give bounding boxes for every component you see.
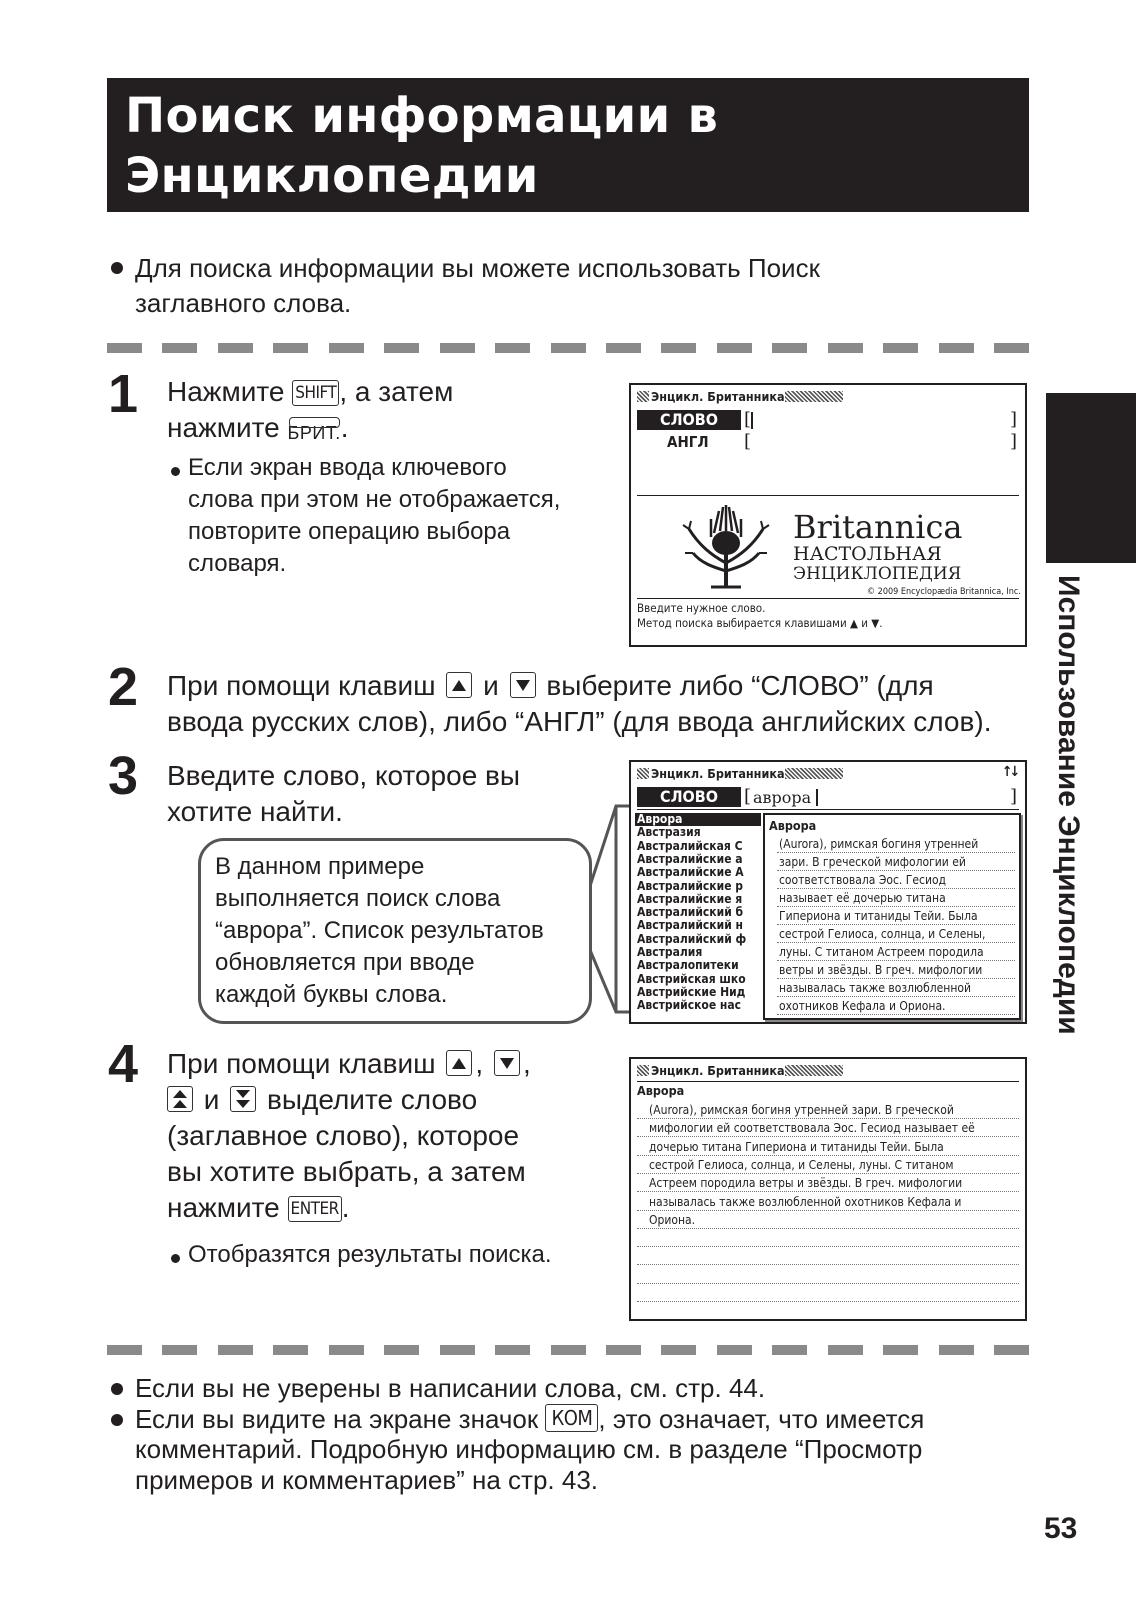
divider	[637, 1081, 1019, 1082]
section-tab	[1046, 393, 1136, 563]
page-title: Поиск информации в Энциклопедии	[125, 88, 719, 204]
up-key-icon	[446, 672, 472, 698]
preview-line: соответствовала Эос. Гесиод	[779, 873, 947, 887]
step1-note: Если экран ввода ключевого слова при этом не отображается, повторите операцию выбора словаря.	[188, 454, 561, 577]
dash	[384, 343, 419, 353]
dotted-rule	[777, 1014, 1015, 1015]
enter-key: ENTER	[288, 1196, 342, 1222]
page-down-key-icon	[230, 1086, 256, 1112]
dash	[717, 343, 752, 353]
list-item[interactable]: Австралопитеки	[637, 959, 739, 973]
dotted-rule	[637, 1283, 1019, 1284]
dash	[939, 1345, 974, 1355]
title-bar	[107, 78, 1029, 212]
brand-subtitle: НАСТОЛЬНАЯ	[793, 543, 942, 565]
preview-line: называлась также возлюбленной	[779, 981, 972, 995]
screen-title: Энцикл. Британника	[637, 1063, 843, 1079]
dash	[162, 343, 197, 353]
step-number: 1	[108, 364, 139, 424]
preview-popup	[763, 813, 1021, 1020]
bracket: ]	[1010, 786, 1018, 807]
list-item[interactable]: Австралийские я	[637, 892, 743, 906]
checker-pattern	[637, 391, 649, 402]
dash	[440, 343, 475, 353]
checker-pattern	[785, 391, 843, 402]
dash	[273, 1345, 308, 1355]
dash	[329, 1345, 364, 1355]
list-item[interactable]: Австразия	[637, 826, 701, 840]
list-item[interactable]: Аврора	[637, 813, 683, 826]
bullet-dot	[111, 1383, 123, 1395]
dash	[883, 343, 918, 353]
up-key-icon	[446, 1050, 472, 1076]
list-item[interactable]: Австралийский б	[637, 906, 744, 920]
hint-text: Метод поиска выбирается клавишами ▲ и ▼.	[637, 616, 883, 630]
article-line: сестрой Гелиоса, солнца, и Селены, луны. С титаном	[649, 1157, 954, 1172]
list-item[interactable]: Австралийские а	[637, 852, 743, 866]
dash	[107, 343, 142, 353]
shift-key: SHIFT	[292, 380, 339, 406]
dash	[828, 343, 863, 353]
list-item[interactable]: Австралийские р	[637, 879, 743, 893]
dash	[772, 343, 807, 353]
dash	[828, 1345, 863, 1355]
text-cursor	[751, 412, 753, 429]
bracket: ]	[1010, 431, 1018, 452]
bracket: [	[744, 786, 752, 807]
step4-note: Отобразятся результаты поиска.	[188, 1241, 552, 1268]
hint-text: Введите нужное слово.	[637, 601, 766, 615]
dash	[661, 1345, 696, 1355]
dash	[273, 343, 308, 353]
section-label: Использование Энциклопедии	[1052, 575, 1085, 1035]
article-heading: Аврора	[637, 1083, 685, 1098]
step4-text: При помощи клавиш , , и выделите слово (заглавное слово), которое вы хотите выбрать, а затем нажмите ENTER .	[167, 1048, 531, 1223]
down-key-icon	[494, 1050, 520, 1076]
preview-title: Аврора	[769, 818, 817, 833]
list-item[interactable]: Австрийское нас	[637, 999, 742, 1013]
dash	[606, 1345, 641, 1355]
list-item[interactable]: Австралийская С	[637, 839, 743, 853]
preview-line: сестрой Гелиоса, солнца, и Селены,	[779, 927, 986, 941]
bullet-dot	[111, 1414, 123, 1426]
label-word: СЛОВО	[637, 787, 741, 807]
dotted-rule	[637, 1246, 1019, 1247]
bracket: [	[744, 431, 752, 452]
dash	[883, 1345, 918, 1355]
copyright: © 2009 Encyclopædia Britannica, Inc.	[867, 587, 1021, 597]
dashed-divider	[107, 343, 1029, 353]
dotted-rule	[637, 1264, 1019, 1265]
divider	[637, 495, 1019, 496]
list-item[interactable]: Австрийские Нид	[637, 985, 746, 999]
dash	[218, 1345, 253, 1355]
article-line: называлась также возлюбленной охотников Кефала и	[649, 1194, 962, 1209]
search-query: аврора	[753, 788, 812, 807]
device-screen-search	[629, 760, 1027, 1024]
preview-line: Гипериона и титаниды Тейи. Была	[779, 909, 978, 923]
preview-line: луны. С титаном Астреем породила	[779, 945, 984, 959]
bullet-dot	[111, 262, 123, 274]
callout-connector	[588, 800, 632, 1020]
step3-text: Введите слово, которое вы хотите найти.	[167, 760, 521, 827]
step-number: 3	[108, 746, 139, 806]
dash	[162, 1345, 197, 1355]
text-cursor	[816, 789, 818, 806]
article-line: Астреем породила ветры и звёзды. В греч. мифологии	[649, 1176, 963, 1191]
step2-text: При помощи клавиш и выберите либо “СЛОВО” (для ввода русских слов), либо “АНГЛ” (для ввода английских слов).	[167, 670, 992, 737]
bracket: ]	[1010, 409, 1018, 430]
bullet-dot	[171, 467, 180, 476]
footer-notes: Если вы не уверены в написании слова, см. стр. 44. Если вы видите на экране значок КОМ , это означает, что имеется комментарий. Подробную информацию см. в разделе “Просмотр примеров и комментариев” на стр. 43.	[135, 1373, 925, 1495]
screen-title: Энцикл. Британника	[637, 389, 843, 405]
checker-pattern	[785, 768, 843, 779]
article-line: мифологии ей соответствовала Эос. Гесиод называет её	[649, 1121, 975, 1136]
article-line: дочерью титана Гипериона и титаниды Тейи. Была	[649, 1139, 944, 1154]
bracket: [	[744, 409, 752, 430]
thistle-icon	[681, 505, 771, 589]
dotted-rule	[637, 1228, 1019, 1229]
checker-pattern	[637, 1065, 649, 1076]
preview-line: охотников Кефала и Ориона.	[779, 999, 946, 1013]
divider	[637, 809, 1019, 810]
dash	[495, 1345, 530, 1355]
device-screen-result	[629, 1057, 1027, 1321]
divider	[637, 598, 1019, 599]
preview-line: ветры и звёзды. В греч. мифологии	[779, 963, 983, 977]
dash	[495, 343, 530, 353]
dash	[717, 1345, 752, 1355]
dotted-rule	[637, 1301, 1019, 1302]
down-key-icon	[510, 672, 536, 698]
page-number: 53	[1044, 1512, 1078, 1545]
dash	[329, 343, 364, 353]
kom-icon: КОМ	[545, 1404, 598, 1432]
dash	[994, 1345, 1029, 1355]
article-line: (Aurora), римская богиня утренней зари. В греческой	[649, 1103, 954, 1117]
label-word: СЛОВО	[637, 410, 741, 430]
dash	[107, 1345, 142, 1355]
preview-line: называет её дочерью титана	[779, 891, 946, 905]
callout-text: В данном примере выполняется поиск слова “аврора”. Список результатов обновляется при вводе каждой буквы слова.	[215, 853, 544, 1008]
brit-key: БРИТ.	[288, 417, 341, 443]
page-up-key-icon	[167, 1086, 193, 1112]
dash	[440, 1345, 475, 1355]
dash	[551, 1345, 586, 1355]
dash	[994, 343, 1029, 353]
list-item[interactable]: Австралийские А	[637, 866, 744, 880]
list-item[interactable]: Австрийская шко	[637, 972, 746, 986]
list-item[interactable]: Австралийский ф	[637, 932, 747, 946]
preview-line: зари. В греческой мифологии ей	[779, 855, 966, 869]
checker-pattern	[785, 1065, 843, 1076]
dash	[661, 343, 696, 353]
checker-pattern	[637, 768, 649, 779]
dash	[772, 1345, 807, 1355]
dash	[939, 343, 974, 353]
dash	[606, 343, 641, 353]
preview-line: (Aurora), римская богиня утренней	[779, 837, 979, 851]
screen-title: Энцикл. Британника	[637, 766, 843, 782]
label-eng: АНГЛ	[667, 433, 709, 451]
device-screen-start	[629, 383, 1027, 647]
dashed-divider	[107, 1345, 1029, 1355]
article-line: Ориона.	[649, 1212, 696, 1227]
intro-text: Для поиска информации вы можете использовать Поиск заглавного слова.	[135, 253, 820, 318]
bullet-dot	[171, 1254, 180, 1263]
dash	[384, 1345, 419, 1355]
step-number: 2	[108, 657, 139, 717]
up-down-arrows-icon: ↑↓	[1001, 764, 1017, 780]
dash	[218, 343, 253, 353]
list-item[interactable]: Австралия	[637, 946, 703, 959]
brand-name: Britannica	[793, 508, 963, 546]
dash	[551, 343, 586, 353]
brand-subtitle: ЭНЦИКЛОПЕДИЯ	[793, 564, 962, 584]
step-number: 4	[108, 1034, 139, 1094]
step1-text: Нажмите SHIFT , а затем нажмите БРИТ..	[167, 376, 454, 443]
list-item[interactable]: Австралийский н	[637, 919, 743, 933]
